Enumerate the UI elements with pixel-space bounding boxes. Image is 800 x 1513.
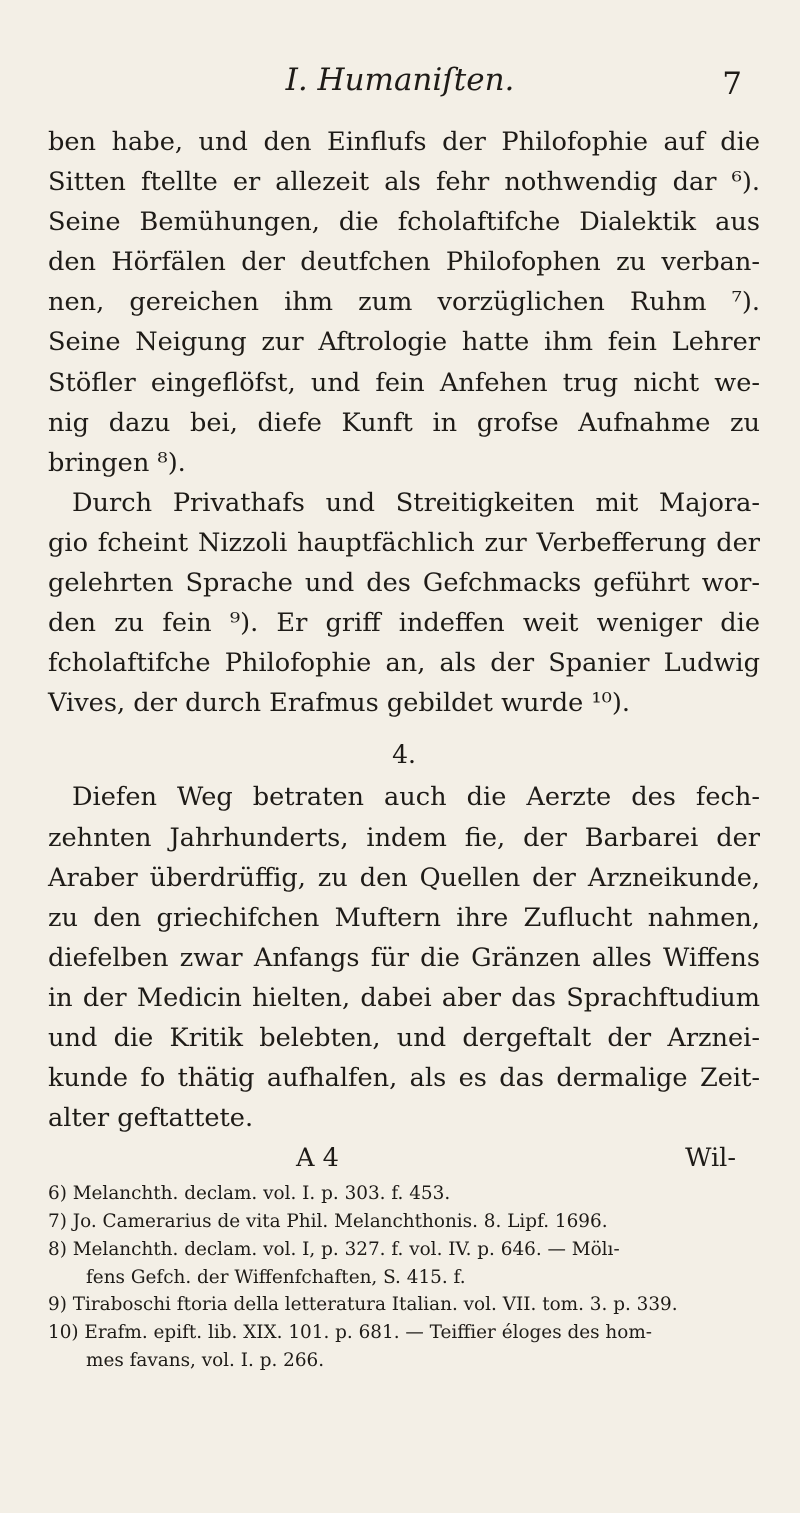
text-line: zehnten Jahrhunderts, indem fie, der Barbarei der <box>48 822 760 853</box>
text-line: gio fcheint Nizzoli hauptfächlich zur Verbefferung der <box>48 527 760 558</box>
text-line: fcholaftifche Philofophie an, als der Spanier Ludwig <box>48 648 760 679</box>
text-line: ben habe, und den Einflufs der Philofophie auf die <box>48 127 760 157</box>
text-line: den zu fein ⁹). Er griff indeffen weit weniger die <box>48 608 760 639</box>
page-number: 7 <box>722 66 742 102</box>
text-line: diefelben zwar Anfangs für die Gränzen alles Wiffens <box>48 942 760 973</box>
footnote-line: 10) Erafm. epift. lib. XIX. 101. p. 681. — Teiffier éloges des hom- <box>48 1322 652 1344</box>
footnote <box>48 1208 760 1236</box>
paragraph-2 <box>48 483 760 724</box>
text-line: alter geftattete. <box>48 1103 254 1134</box>
footnote <box>48 1180 760 1208</box>
paragraph-1 <box>48 122 760 483</box>
footnote <box>48 1236 760 1292</box>
text-line: nen, gereichen ihm zum vorzüglichen Ruhm ⁷). <box>48 287 760 318</box>
footnote-continuation: fens Gefch. der Wiffenfchaften, S. 415. f. <box>86 1266 466 1288</box>
running-title: I. Humaniſten. <box>285 62 515 98</box>
footnote-line: 9) Tiraboschi ftoria della letteratura Italian. vol. VII. tom. 3. p. 339. <box>48 1294 678 1316</box>
signature-mark: A 4 <box>296 1143 339 1174</box>
text-line: Seine Neigung zur Aftrologie hatte ihm fein Lehrer <box>48 327 760 358</box>
footnotes <box>48 1180 760 1375</box>
text-line: Diefen Weg betraten auch die Aerzte des fech- <box>72 782 760 813</box>
text-line: Stöfler eingeflöfst, und fein Anfehen trug nicht we- <box>48 367 760 398</box>
catchword: Wil- <box>685 1143 736 1174</box>
text-line: zu den griechifchen Muftern ihre Zuflucht nahmen, <box>48 902 760 933</box>
footnote <box>48 1291 760 1319</box>
footnote-line: 6) Melanchth. declam. vol. I. p. 303. f. 453. <box>48 1183 451 1205</box>
signature-line <box>48 1138 760 1178</box>
text-line: und die Kritik belebten, und dergeftalt der Arznei- <box>48 1022 760 1053</box>
text-line: kunde fo thätig aufhalfen, als es das dermalige Zeit- <box>48 1063 760 1094</box>
text-line: den Hörfälen der deutfchen Philofophen zu verban- <box>48 247 760 278</box>
paragraph-3 <box>48 777 760 1138</box>
text-line: Seine Bemühungen, die fcholaftifche Dialektik aus <box>48 207 760 238</box>
text-line: Vives, der durch Erafmus gebildet wurde ¹⁰). <box>48 688 631 719</box>
text-line: Durch Privathafs und Streitigkeiten mit Majora- <box>72 487 760 518</box>
footnote-continuation: mes favans, vol. I. p. 266. <box>86 1350 325 1372</box>
page-header <box>0 62 800 112</box>
text-line: bringen ⁸). <box>48 447 186 478</box>
footnote-line: 7) Jo. Camerarius de vita Phil. Melanchthonis. 8. Lipf. 1696. <box>48 1211 608 1233</box>
text-line: in der Medicin hielten, dabei aber das Sprachftudium <box>48 982 760 1013</box>
footnote-line: 8) Melanchth. declam. vol. I, p. 327. f. vol. IV. p. 646. — Mölı- <box>48 1238 620 1260</box>
text-line: gelehrten Sprache und des Gefchmacks geführt wor- <box>48 568 760 599</box>
text-line: nig dazu bei, diefe Kunft in grofse Aufnahme zu <box>48 407 760 438</box>
section-number: 4. <box>392 740 416 770</box>
text-line: Araber überdrüffig, zu den Quellen der Arzneikunde, <box>48 862 760 893</box>
footnote <box>48 1319 760 1375</box>
page-body <box>48 122 760 1375</box>
text-line: Sitten ftellte er allezeit als fehr nothwendig dar ⁶). <box>48 167 760 198</box>
